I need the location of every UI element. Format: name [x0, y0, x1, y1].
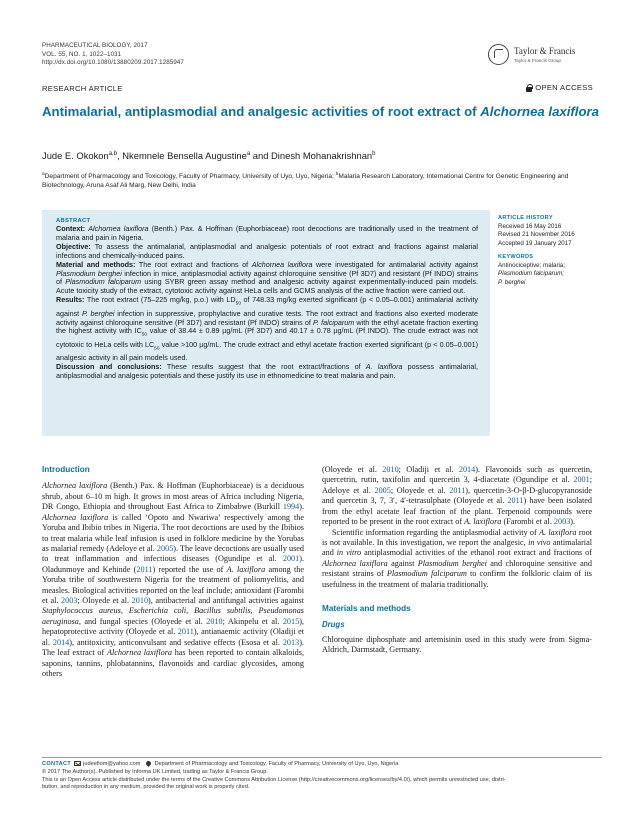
publisher-name: Taylor & Francis [514, 46, 576, 56]
citation-link[interactable]: 1994 [282, 502, 300, 512]
citation-link[interactable]: 2011 [177, 627, 194, 637]
citation-link[interactable]: 2014 [52, 637, 70, 647]
publisher-group: Taylor & Francis Group [514, 58, 561, 63]
open-access-label: OPEN ACCESS [535, 83, 593, 92]
footer-divider [42, 757, 602, 758]
article-title: Antimalarial, antiplasmodial and analgesic activities of root extract of Alchornea laxiflora [42, 104, 599, 119]
citation-link[interactable]: 2011 [136, 564, 153, 574]
citation-link[interactable]: 2011 [507, 496, 524, 506]
journal-meta [42, 42, 184, 68]
received-date: Received 16 May 2016 [498, 222, 562, 230]
abstract-objective: Objective: To assess the antimalarial, antiplasmodial and analgesic potentials of root extract and fractions against malarial infections and chemically-induced pains. [56, 241, 478, 260]
copyright-line: © 2017 The Author(s). Published by Informa UK Limited, trading as Taylor & Francis Group. [42, 768, 268, 775]
citation-link[interactable]: 2013 [282, 637, 300, 647]
author-link[interactable]: and Dinesh Mohanakrishnan [250, 150, 373, 161]
open-lock-icon [526, 84, 532, 92]
citation-link[interactable]: 2001 [282, 554, 300, 564]
body-column-left [42, 465, 304, 679]
citation-link[interactable]: 2010 [206, 616, 223, 626]
publisher-logo[interactable] [488, 44, 598, 70]
body-column-right [322, 465, 592, 656]
citation-link[interactable]: 2005 [156, 543, 174, 553]
introduction-paragraph: Alchornea laxiflora (Benth.) Pax. & Hoffman (Euphorbiaceae) is a deciduous shrub, about 6–10 m high. It grows in most areas of Africa including Nigeria, DR Congo, Ethiopia and throughout East Africa to Zimbabwe (Burkill 1994). Alchornea laxiflora is called ‘Opoto and Nwariwa’ respectively among the Yoruba and Ibibio tribes in Nigeria. The root decoctions are used by the Ibibios to treat malaria while leaf infusion is used in folklore medicine by the Yorubas as malarial remedy (Adeloye et al. 2005). The leave decoctions are usually used to treat inflammation and infectious diseases (Ogundipe et al. 2001). Oladunmoye and Kehinde (2011) reported the use of A. laxiflora among the Yoruba tribe of southwestern Nigeria for the treatment of poliomyelitis, and measles. Biological activities reported on the leaf include; antioxidant (Farombi et al. 2003; Oloyede et al. 2010), antibacterial and antifungal activities against Staphylococcus aureus, Escherichia coli, Bacillus subtilis, Pseudomonas aeruginosa, and fungal species (Oloyede et al. 2010; Akinpelu et al. 2015), hepatoprotective activity (Oloyede et al. 2011), antianaemic activity (Oladiji et al. 2014), antitoxicity, anticonvulsant and sedative effects (Esosa et al. 2013). The leaf extract of Alchornea laxiflora has been reported to contain alkaloids, saponins, tannins, phlobatannins, flavonoids and cardiac glycosides, among others [42, 481, 305, 679]
contact-line [42, 761, 602, 769]
citation-link[interactable]: 2015 [282, 616, 300, 626]
license-line[interactable]: This is an Open Access article distributed under the terms of the Creative Commons Attribution License (http://creativecommons.org/licenses/by/4.0/), which permits unrestricted use, distri- [42, 776, 506, 783]
abstract-conclusions: Discussion and conclusions: These results suggest that the root extract/fractions of A. laxiflora possess antimalarial, antiplasmodial and analgesic potentials and these justify its use in ethnomedicine to treat malaria and pain. [56, 362, 478, 380]
author-link[interactable]: , Nkemnele Bensella Augustine [117, 150, 247, 161]
contact-email-link[interactable]: judeefiom@yahoo.com [83, 761, 141, 767]
license-line: bution, and reproduction in any medium, provided the original work is properly cited. [42, 784, 250, 791]
citation-link[interactable]: 2010 [131, 596, 149, 606]
abstract-box [42, 210, 490, 436]
abstract-methods: Material and methods: The root extract and fractions of Alchornea laxiflora were investigated for antimalarial activity against Plasmodium berghei infection in mice, antiplasmodial activity against chloroquine sensitive (Pf 3D7) and resistant (Pf INDO) strains of Plasmodium falciparum using SYBR green assay method and analgesic activity against experimentally-induced pain models. Acute toxicity study of the extract, cytotoxic activity against HeLa cells and GCMS analysis of the active fraction were carried out. [56, 259, 479, 296]
citation-link[interactable]: 2003 [553, 517, 571, 527]
keyword-list: P. berghei [498, 278, 526, 286]
citation-link[interactable]: 2003 [61, 596, 78, 606]
introduction-paragraph: Scientific information regarding the antiplasmodial activity of A. laxiflora root is not available. In this investigation, we report the analgesic, in vivo antimalarial and in vitro antiplasmodial activities of the ethanol root extract and fractions of Alchornea laxiflora against Plasmodium berghei and chloroquine sensitive and resistant strains of Plasmodium falciparum to confirm the folkloric claim of its usefulness in the treatment of malaria traditionally. [322, 527, 593, 589]
accepted-date: Accepted 19 January 2017 [498, 239, 572, 247]
citation-link[interactable]: 2014 [458, 465, 476, 474]
article-type: RESEARCH ARTICLE [42, 84, 123, 93]
citation-link[interactable]: 2010 [382, 465, 399, 474]
article-history-heading: ARTICLE HISTORY [498, 215, 553, 221]
article-sidebar [498, 214, 603, 287]
taylor-francis-logo-icon [488, 44, 509, 65]
citation-link[interactable]: 2011 [449, 485, 466, 495]
affiliations: $^a$Department of Pharmacology and Toxicology, Faculty of Pharmacy, University of Uyo, Uyo, Nigeria; $^b$Malaria Research Laboratory, International Centre for Genetic Engineering and Biotechnology, Aruna Asaf Ali Marg, New Delhi, India [42, 172, 569, 189]
contact-address: Department of Pharmacology and Toxicology, Faculty of Pharmacy, University of Uyo, Uyo, Nigeria [154, 761, 399, 767]
introduction-heading: Introduction [42, 465, 90, 474]
abstract-heading: ABSTRACT [56, 218, 91, 224]
abstract-context: Context: Alchornea laxiflora (Benth.) Pax. & Hoffman (Euphorbiaceae) root decoctions are traditionally used in the treatment of malaria and pain in Nigeria. [56, 224, 478, 242]
citation-link[interactable]: 2001 [573, 475, 590, 485]
envelope-icon [74, 761, 81, 766]
page-footer [42, 761, 602, 792]
contact-label: CONTACT [42, 761, 72, 767]
methods-heading: Materials and methods [322, 604, 411, 614]
drugs-paragraph: Chloroquine diphosphate and artemisinin used in this study were from Sigma-Aldrich, Darmstadt, Germany. [322, 634, 592, 655]
journal-volume: VOL. 55, NO. 1, 1022–1031 [42, 50, 122, 58]
author-list: Jude E. Okokon$^{a,b}$, Nkemnele Bensella Augustine$^a$ and Dinesh Mohanakrishnan$^b$ [42, 150, 376, 161]
keyword-list: Plasmodium falciparum; [498, 270, 565, 278]
location-pin-icon [145, 760, 152, 767]
keyword-list: Antinociceptive; malaria; [498, 262, 566, 270]
abstract-results: Results: The root extract (75–225 mg/kg, p.o.) with $LD_{50}$ of 748.33 mg/kg exerted significant (p < 0.05–0.001) antimalarial activity against P. berghei infection in suppressive, prophylactive and curative tests. The root extract and fractions also exerted moderate activity against chloroquine sensitive (Pf 3D7) and resistant (Pf INDO) strains of P. falciparum with the ethyl acetate fraction exerting the highest activity with $IC_{50}$ value of 38.44 ± 0.89 µg/mL (Pf 3D7) and 40.17 ± 0.78 µg/mL (Pf INDO). The crude extract was not cytotoxic to HeLa cells with $LC_{50}$ value >100 µg/mL. The crude extract and ethyl acetate fraction exerted significant (p < 0.05–0.001) analgesic activity in all pain models used. [56, 295, 478, 363]
open-access-badge[interactable] [526, 83, 593, 92]
introduction-paragraph: (Oloyede et al. 2010; Oladiji et al. 2014). Flavonoids such as quercetin, quercetrin, rutin, taxifolin and quercetin 3, 4-diacetate (Ogundipe et al. 2001; Adeloye et al. 2005; Oloyede et al. 2011), quercetin-3-O-β-D-glucopyranoside and quercetin 3, 7, 3′, 4′-tetrasulphate (Oloyede et al. 2011) have been isolated from the ethyl acetate leaf fraction of the plant. Terpenoid compounds were reported to be present in the root extract of A. laxiflora (Farombi et al. 2003). [322, 465, 593, 527]
author-link[interactable]: Jude E. Okokon [42, 150, 109, 161]
revised-date: Revised 21 November 2016 [498, 231, 575, 239]
drugs-subheading: Drugs [322, 620, 345, 630]
citation-link[interactable]: 2005 [374, 485, 391, 495]
doi-link[interactable]: http://dx.doi.org/10.1080/13880209.2017.1285947 [42, 59, 184, 67]
keywords-heading: KEYWORDS [498, 254, 534, 261]
journal-name: PHARMACEUTICAL BIOLOGY, 2017 [42, 42, 148, 49]
